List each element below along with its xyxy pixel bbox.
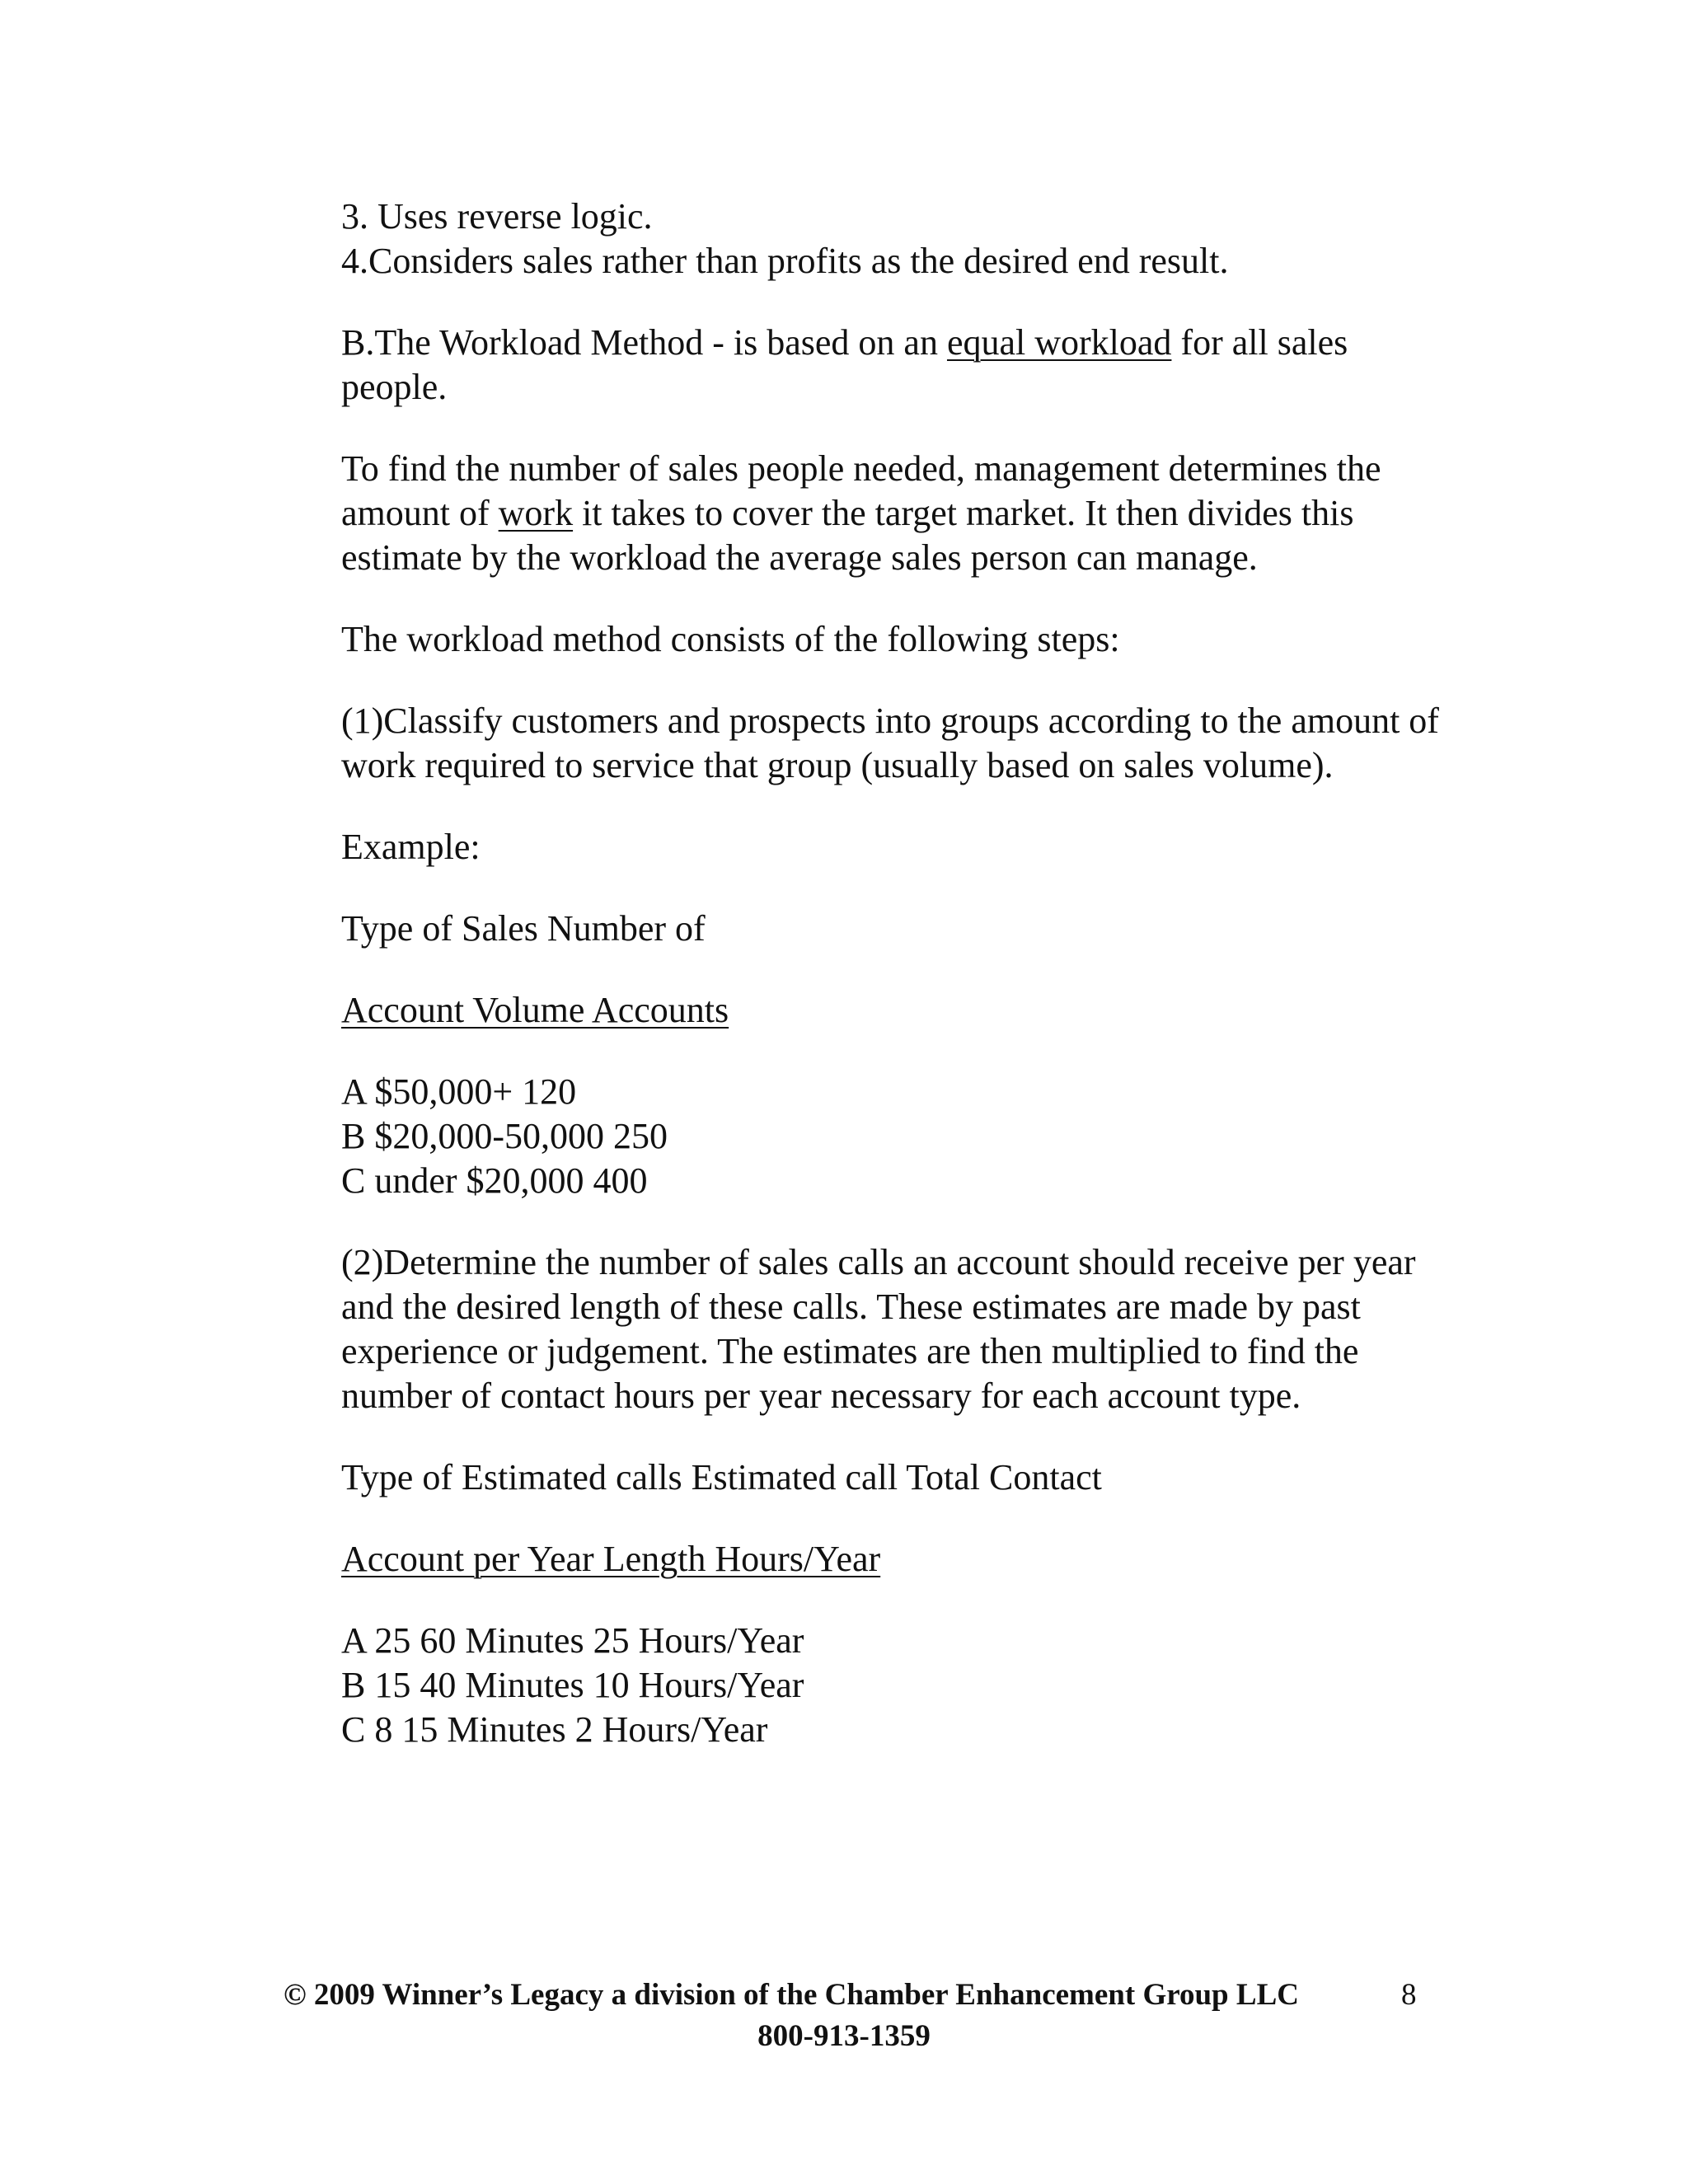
footer-phone: 800-913-1359: [757, 2019, 931, 2053]
table1-header-underlined: Account Volume Accounts: [341, 990, 729, 1030]
find-number-text-end: it takes to cover the target market. It then divides this estimate by the workload the average sales person can manage.: [341, 493, 1354, 578]
table2-row-a: A 25 60 Minutes 25 Hours/Year: [341, 1620, 804, 1661]
table1-header-row-2: [341, 988, 1446, 1033]
workload-intro-text-end: for all sales people.: [341, 322, 1348, 407]
find-number-paragraph: [341, 447, 1446, 580]
step-2-paragraph: (2)Determine the number of sales calls an account should receive per year and the desired length of these calls. These estimates are made by past experience or judgement. The estimates are then multiplied to find the number of contact hours per year necessary for each account type.: [341, 1242, 1416, 1416]
list-item-4: 4.Considers sales rather than profits as the desired end result.: [341, 241, 1229, 281]
footer-copyright: © 2009 Winner’s Legacy a division of the Chamber Enhancement Group LLC: [284, 1978, 1299, 2012]
table1-row-c: C under $20,000 400: [341, 1160, 648, 1201]
workload-method-paragraph: [341, 321, 1446, 410]
table2-row-c: C 8 15 Minutes 2 Hours/Year: [341, 1709, 768, 1750]
workload-intro-text: B.The Workload Method - is based on an: [341, 322, 947, 363]
table1-row-a: A $50,000+ 120: [341, 1071, 577, 1112]
table2-row-b: B 15 40 Minutes 10 Hours/Year: [341, 1665, 804, 1705]
list-item-3: 3. Uses reverse logic.: [341, 196, 653, 237]
table2-header-row-2: [341, 1537, 1446, 1582]
table2-rows: [341, 1619, 1446, 1752]
work-underlined: work: [498, 493, 574, 533]
step-1-paragraph: (1)Classify customers and prospects into groups according to the amount of work required to service that group (usually based on sales volume).: [341, 701, 1439, 785]
find-number-text: To find the number of sales people needed, management determines the amount of: [341, 448, 1381, 533]
body-text: [341, 194, 1446, 1752]
table1-row-b: B $20,000-50,000 250: [341, 1116, 668, 1156]
equal-workload-underlined: equal workload: [946, 322, 1172, 363]
table1-rows: [341, 1070, 1446, 1203]
table2-header-underlined: Account per Year Length Hours/Year: [341, 1539, 881, 1579]
table2-header-row-1: Type of Estimated calls Estimated call Total Contact: [341, 1457, 1102, 1497]
page-number: 8: [1401, 1978, 1417, 2012]
example-label: Example:: [341, 827, 481, 867]
table1-header-row-1: Type of Sales Number of: [341, 908, 706, 949]
steps-intro: The workload method consists of the following steps:: [341, 619, 1120, 659]
page-footer: [0, 1975, 1688, 2057]
